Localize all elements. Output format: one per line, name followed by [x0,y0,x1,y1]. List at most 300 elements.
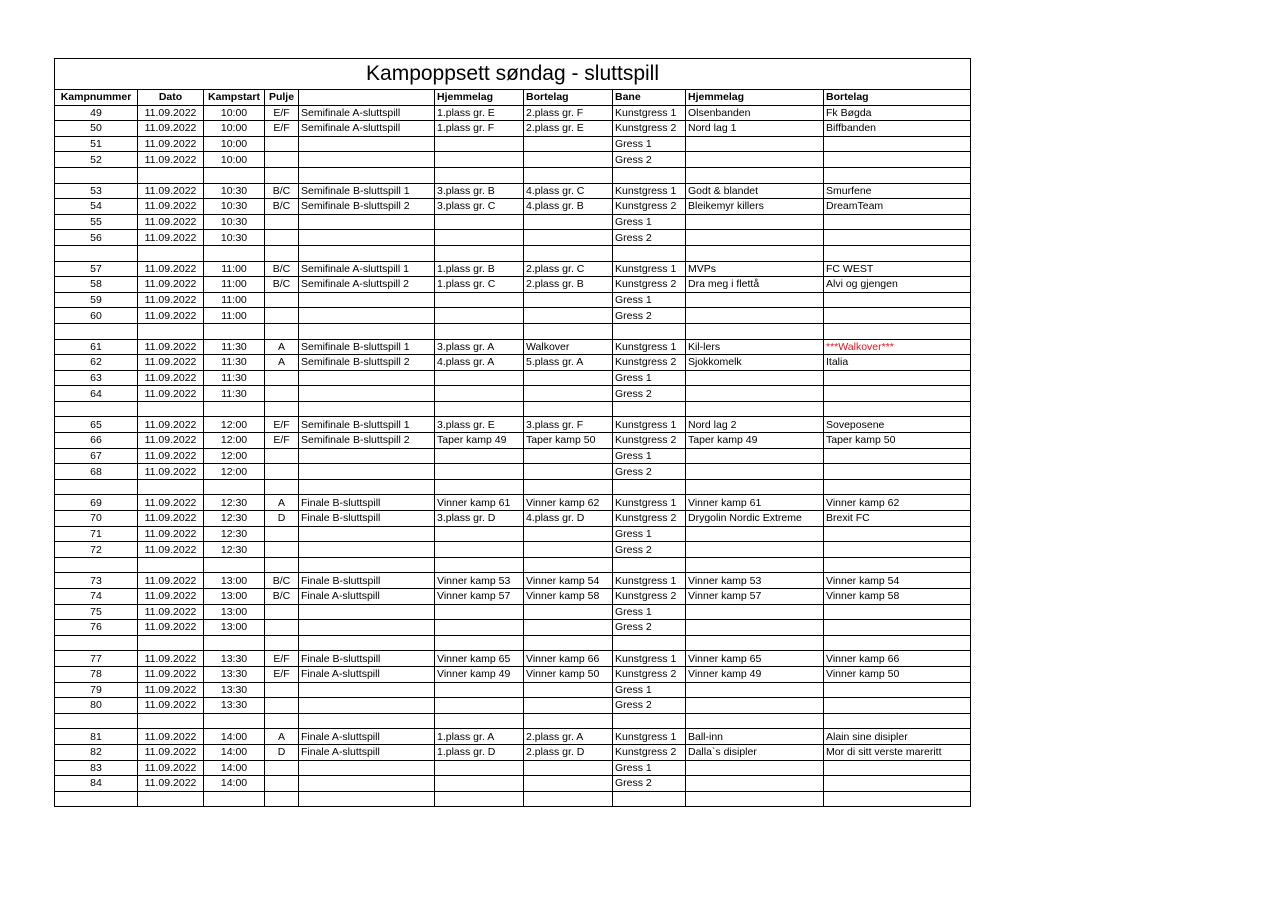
table-row [55,183,971,199]
cell-bane: Kunstgress 2 [613,121,686,137]
cell-hjemmelag [435,604,524,620]
cell-dato: 11.09.2022 [138,511,204,527]
table-row [55,666,971,682]
cell-bortelag [524,245,613,261]
table-row [55,401,971,417]
cell-description [299,682,435,698]
cell-dato: 11.09.2022 [138,744,204,760]
cell-bortelag-team [824,308,971,324]
cell-pulje [265,526,299,542]
cell-hjemmelag [435,542,524,558]
cell-bane: Kunstgress 1 [613,651,686,667]
table-row [55,448,971,464]
cell-kampstart [204,713,265,729]
cell-bortelag-team [824,464,971,480]
cell-kampnummer: 60 [55,308,138,324]
cell-dato: 11.09.2022 [138,448,204,464]
cell-kampstart [204,479,265,495]
cell-bane: Kunstgress 1 [613,183,686,199]
cell-description [299,386,435,402]
cell-bortelag-team: Alvi og gjengen [824,277,971,293]
cell-dato [138,167,204,183]
cell-hjemmelag-team [686,635,824,651]
cell-pulje [265,542,299,558]
cell-pulje: E/F [265,433,299,449]
cell-kampnummer [55,635,138,651]
cell-hjemmelag: Vinner kamp 53 [435,573,524,589]
cell-kampnummer: 73 [55,573,138,589]
cell-bane: Kunstgress 2 [613,744,686,760]
cell-description [299,401,435,417]
cell-kampnummer: 65 [55,417,138,433]
cell-hjemmelag-team: Vinner kamp 49 [686,666,824,682]
cell-description: Finale A-sluttspill [299,666,435,682]
cell-bortelag-team [824,776,971,792]
cell-kampnummer: 51 [55,136,138,152]
cell-description: Semifinale A-sluttspill [299,121,435,137]
sheet-title: Kampoppsett søndag - sluttspill [55,59,971,90]
table-row [55,105,971,121]
cell-hjemmelag [435,230,524,246]
cell-dato: 11.09.2022 [138,495,204,511]
cell-dato [138,401,204,417]
table-row [55,199,971,215]
cell-hjemmelag: 1.plass gr. C [435,277,524,293]
cell-bortelag-team: ***Walkover*** [824,339,971,355]
cell-bortelag [524,713,613,729]
cell-kampstart: 10:00 [204,121,265,137]
schedule-sheet [54,58,970,807]
cell-hjemmelag: 3.plass gr. C [435,199,524,215]
cell-pulje [265,635,299,651]
cell-bane: Kunstgress 1 [613,729,686,745]
cell-pulje: B/C [265,261,299,277]
cell-bane: Gress 2 [613,308,686,324]
cell-bortelag-team [824,479,971,495]
cell-hjemmelag-team [686,152,824,168]
cell-kampstart: 11:30 [204,386,265,402]
cell-bortelag-team [824,323,971,339]
table-row [55,651,971,667]
cell-kampstart [204,557,265,573]
cell-hjemmelag: 1.plass gr. F [435,121,524,137]
cell-kampnummer: 77 [55,651,138,667]
cell-bortelag-team: Vinner kamp 50 [824,666,971,682]
cell-bortelag: 2.plass gr. A [524,729,613,745]
cell-pulje: A [265,355,299,371]
cell-hjemmelag-team [686,713,824,729]
cell-bane [613,167,686,183]
cell-pulje [265,167,299,183]
cell-dato [138,479,204,495]
cell-kampstart: 14:00 [204,729,265,745]
cell-kampstart: 12:00 [204,448,265,464]
cell-kampstart: 14:00 [204,744,265,760]
cell-kampnummer: 78 [55,666,138,682]
cell-kampnummer: 81 [55,729,138,745]
cell-pulje [265,136,299,152]
table-row [55,370,971,386]
cell-hjemmelag-team: Vinner kamp 61 [686,495,824,511]
cell-pulje [265,152,299,168]
cell-kampnummer: 53 [55,183,138,199]
table-row [55,542,971,558]
cell-bortelag [524,448,613,464]
cell-bane: Kunstgress 2 [613,433,686,449]
cell-hjemmelag [435,479,524,495]
cell-bortelag-team [824,526,971,542]
cell-hjemmelag: 4.plass gr. A [435,355,524,371]
cell-kampstart [204,635,265,651]
cell-hjemmelag-team [686,604,824,620]
cell-description: Finale A-sluttspill [299,729,435,745]
cell-hjemmelag-team [686,136,824,152]
cell-pulje: B/C [265,277,299,293]
cell-hjemmelag-team [686,776,824,792]
cell-dato: 11.09.2022 [138,339,204,355]
cell-kampstart: 13:00 [204,589,265,605]
cell-hjemmelag-team: Taper kamp 49 [686,433,824,449]
cell-hjemmelag: Taper kamp 49 [435,433,524,449]
cell-dato: 11.09.2022 [138,230,204,246]
cell-description [299,604,435,620]
cell-hjemmelag [435,167,524,183]
cell-kampstart: 12:30 [204,511,265,527]
cell-bortelag [524,776,613,792]
cell-bortelag [524,526,613,542]
cell-bortelag: Vinner kamp 50 [524,666,613,682]
cell-bortelag [524,698,613,714]
cell-hjemmelag-team: Vinner kamp 53 [686,573,824,589]
cell-bane [613,401,686,417]
cell-pulje [265,464,299,480]
cell-pulje: E/F [265,417,299,433]
cell-kampnummer: 50 [55,121,138,137]
cell-dato: 11.09.2022 [138,308,204,324]
cell-kampnummer [55,479,138,495]
cell-bortelag-team [824,245,971,261]
cell-kampnummer: 64 [55,386,138,402]
cell-bortelag: 2.plass gr. F [524,105,613,121]
cell-hjemmelag-team: Dalla`s disipler [686,744,824,760]
cell-bortelag: Vinner kamp 66 [524,651,613,667]
cell-bortelag [524,604,613,620]
cell-hjemmelag-team [686,557,824,573]
table-row [55,744,971,760]
cell-kampnummer: 59 [55,292,138,308]
cell-dato [138,245,204,261]
cell-bane: Gress 2 [613,152,686,168]
cell-hjemmelag-team: Sjokkomelk [686,355,824,371]
cell-kampnummer: 72 [55,542,138,558]
table-row [55,339,971,355]
cell-dato: 11.09.2022 [138,776,204,792]
cell-pulje [265,713,299,729]
cell-bortelag-team [824,698,971,714]
cell-bane [613,791,686,807]
cell-kampnummer: 66 [55,433,138,449]
cell-bortelag-team [824,136,971,152]
cell-hjemmelag-team [686,245,824,261]
cell-pulje [265,370,299,386]
cell-pulje [265,776,299,792]
cell-kampstart [204,791,265,807]
cell-pulje: E/F [265,121,299,137]
cell-hjemmelag-team: MVPs [686,261,824,277]
cell-pulje [265,230,299,246]
table-row [55,152,971,168]
cell-kampnummer: 74 [55,589,138,605]
cell-kampnummer: 52 [55,152,138,168]
cell-dato: 11.09.2022 [138,261,204,277]
table-row [55,495,971,511]
cell-bortelag-team: DreamTeam [824,199,971,215]
cell-pulje [265,620,299,636]
cell-hjemmelag-team [686,464,824,480]
cell-bane: Gress 1 [613,526,686,542]
cell-description [299,635,435,651]
cell-hjemmelag-team [686,682,824,698]
cell-kampstart: 13:30 [204,698,265,714]
cell-bane: Gress 1 [613,682,686,698]
cell-kampstart: 11:00 [204,292,265,308]
cell-kampstart [204,245,265,261]
cell-bane: Gress 2 [613,464,686,480]
cell-description [299,620,435,636]
cell-hjemmelag-team [686,230,824,246]
cell-bane: Gress 1 [613,370,686,386]
table-row [55,604,971,620]
table-row [55,121,971,137]
header-kampnummer: Kampnummer [55,90,138,106]
cell-bortelag [524,682,613,698]
cell-hjemmelag: 1.plass gr. E [435,105,524,121]
cell-hjemmelag [435,308,524,324]
cell-bortelag-team: Alain sine disipler [824,729,971,745]
cell-kampstart: 10:30 [204,214,265,230]
cell-kampstart: 13:00 [204,573,265,589]
cell-hjemmelag [435,635,524,651]
cell-dato: 11.09.2022 [138,729,204,745]
cell-hjemmelag: Vinner kamp 49 [435,666,524,682]
cell-pulje [265,698,299,714]
cell-description: Semifinale A-sluttspill 2 [299,277,435,293]
header-kampstart: Kampstart [204,90,265,106]
cell-kampnummer: 75 [55,604,138,620]
cell-bortelag-team [824,152,971,168]
cell-bortelag: 5.plass gr. A [524,355,613,371]
cell-dato: 11.09.2022 [138,604,204,620]
table-row [55,682,971,698]
cell-bortelag: 2.plass gr. E [524,121,613,137]
cell-kampstart: 13:30 [204,651,265,667]
cell-bane: Gress 2 [613,542,686,558]
cell-bane [613,635,686,651]
cell-kampnummer: 67 [55,448,138,464]
cell-hjemmelag: 3.plass gr. A [435,339,524,355]
cell-bane: Kunstgress 1 [613,105,686,121]
cell-dato: 11.09.2022 [138,105,204,121]
cell-hjemmelag [435,214,524,230]
cell-dato [138,791,204,807]
cell-bortelag-team [824,167,971,183]
cell-pulje [265,214,299,230]
cell-hjemmelag-team [686,308,824,324]
cell-dato: 11.09.2022 [138,526,204,542]
table-row [55,620,971,636]
cell-bane: Kunstgress 2 [613,277,686,293]
cell-bortelag-team: Brexit FC [824,511,971,527]
cell-bortelag [524,479,613,495]
cell-pulje [265,479,299,495]
cell-hjemmelag [435,776,524,792]
cell-dato [138,635,204,651]
table-row [55,729,971,745]
cell-description: Semifinale B-sluttspill 2 [299,199,435,215]
cell-hjemmelag [435,760,524,776]
table-row [55,136,971,152]
cell-hjemmelag-team [686,323,824,339]
cell-kampnummer: 80 [55,698,138,714]
cell-bortelag-team: Vinner kamp 58 [824,589,971,605]
cell-bane [613,245,686,261]
cell-bortelag [524,620,613,636]
cell-hjemmelag-team: Nord lag 1 [686,121,824,137]
cell-hjemmelag [435,791,524,807]
cell-hjemmelag: 1.plass gr. A [435,729,524,745]
table-row [55,214,971,230]
header-bane: Bane [613,90,686,106]
table-row [55,511,971,527]
cell-hjemmelag [435,323,524,339]
cell-description: Semifinale B-sluttspill 1 [299,417,435,433]
cell-bortelag-team: Vinner kamp 54 [824,573,971,589]
cell-bortelag: Vinner kamp 62 [524,495,613,511]
cell-hjemmelag [435,557,524,573]
cell-kampstart: 14:00 [204,760,265,776]
table-row [55,433,971,449]
table-row [55,386,971,402]
cell-description: Finale B-sluttspill [299,511,435,527]
cell-pulje [265,323,299,339]
cell-hjemmelag: Vinner kamp 65 [435,651,524,667]
cell-description: Finale B-sluttspill [299,573,435,589]
cell-bortelag-team [824,542,971,558]
cell-pulje [265,791,299,807]
cell-bortelag-team: Mor di sitt verste mareritt [824,744,971,760]
cell-description [299,448,435,464]
cell-pulje [265,401,299,417]
cell-kampstart: 13:30 [204,682,265,698]
cell-hjemmelag-team [686,620,824,636]
cell-bane: Gress 1 [613,292,686,308]
header-hjemmelag-team: Hjemmelag [686,90,824,106]
cell-hjemmelag [435,464,524,480]
cell-pulje [265,760,299,776]
cell-hjemmelag-team [686,791,824,807]
cell-bortelag-team: Fk Bøgda [824,105,971,121]
cell-bortelag [524,791,613,807]
cell-bortelag: 4.plass gr. B [524,199,613,215]
cell-dato: 11.09.2022 [138,214,204,230]
cell-pulje [265,386,299,402]
cell-dato: 11.09.2022 [138,277,204,293]
cell-kampstart: 12:30 [204,526,265,542]
cell-bortelag-team [824,448,971,464]
cell-description [299,557,435,573]
cell-description [299,760,435,776]
table-row [55,277,971,293]
cell-hjemmelag-team [686,370,824,386]
cell-dato: 11.09.2022 [138,682,204,698]
cell-kampstart: 11:00 [204,261,265,277]
table-row [55,479,971,495]
cell-dato: 11.09.2022 [138,121,204,137]
cell-hjemmelag-team [686,760,824,776]
cell-hjemmelag-team: Ball-inn [686,729,824,745]
cell-dato: 11.09.2022 [138,620,204,636]
cell-hjemmelag-team: Bleikemyr killers [686,199,824,215]
cell-bortelag-team [824,230,971,246]
cell-bane: Gress 1 [613,136,686,152]
cell-bortelag-team: Smurfene [824,183,971,199]
cell-bortelag: Taper kamp 50 [524,433,613,449]
cell-kampnummer [55,323,138,339]
cell-pulje [265,292,299,308]
cell-kampstart: 13:00 [204,620,265,636]
cell-description [299,214,435,230]
cell-bane: Kunstgress 1 [613,261,686,277]
cell-description: Finale A-sluttspill [299,744,435,760]
cell-kampnummer: 55 [55,214,138,230]
cell-kampnummer: 58 [55,277,138,293]
cell-hjemmelag-team [686,526,824,542]
cell-bortelag-team [824,292,971,308]
cell-bortelag-team: Italia [824,355,971,371]
cell-kampnummer: 62 [55,355,138,371]
cell-hjemmelag [435,136,524,152]
cell-kampstart: 10:30 [204,230,265,246]
cell-bortelag [524,370,613,386]
cell-hjemmelag [435,448,524,464]
cell-pulje: E/F [265,666,299,682]
cell-pulje: E/F [265,651,299,667]
cell-description [299,230,435,246]
cell-bortelag [524,464,613,480]
cell-kampnummer: 79 [55,682,138,698]
cell-bane [613,323,686,339]
cell-bane [613,557,686,573]
cell-bane [613,479,686,495]
table-body [55,105,971,807]
cell-pulje: B/C [265,573,299,589]
cell-dato: 11.09.2022 [138,386,204,402]
cell-bortelag-team: Vinner kamp 66 [824,651,971,667]
cell-kampstart: 12:30 [204,542,265,558]
cell-bane: Gress 2 [613,698,686,714]
cell-bortelag-team [824,401,971,417]
cell-bane: Gress 1 [613,214,686,230]
cell-hjemmelag [435,713,524,729]
cell-bane: Kunstgress 2 [613,511,686,527]
cell-description [299,479,435,495]
cell-bortelag [524,386,613,402]
cell-hjemmelag-team: Kil-lers [686,339,824,355]
cell-dato: 11.09.2022 [138,464,204,480]
cell-bortelag [524,167,613,183]
cell-bane: Gress 1 [613,604,686,620]
cell-hjemmelag [435,526,524,542]
